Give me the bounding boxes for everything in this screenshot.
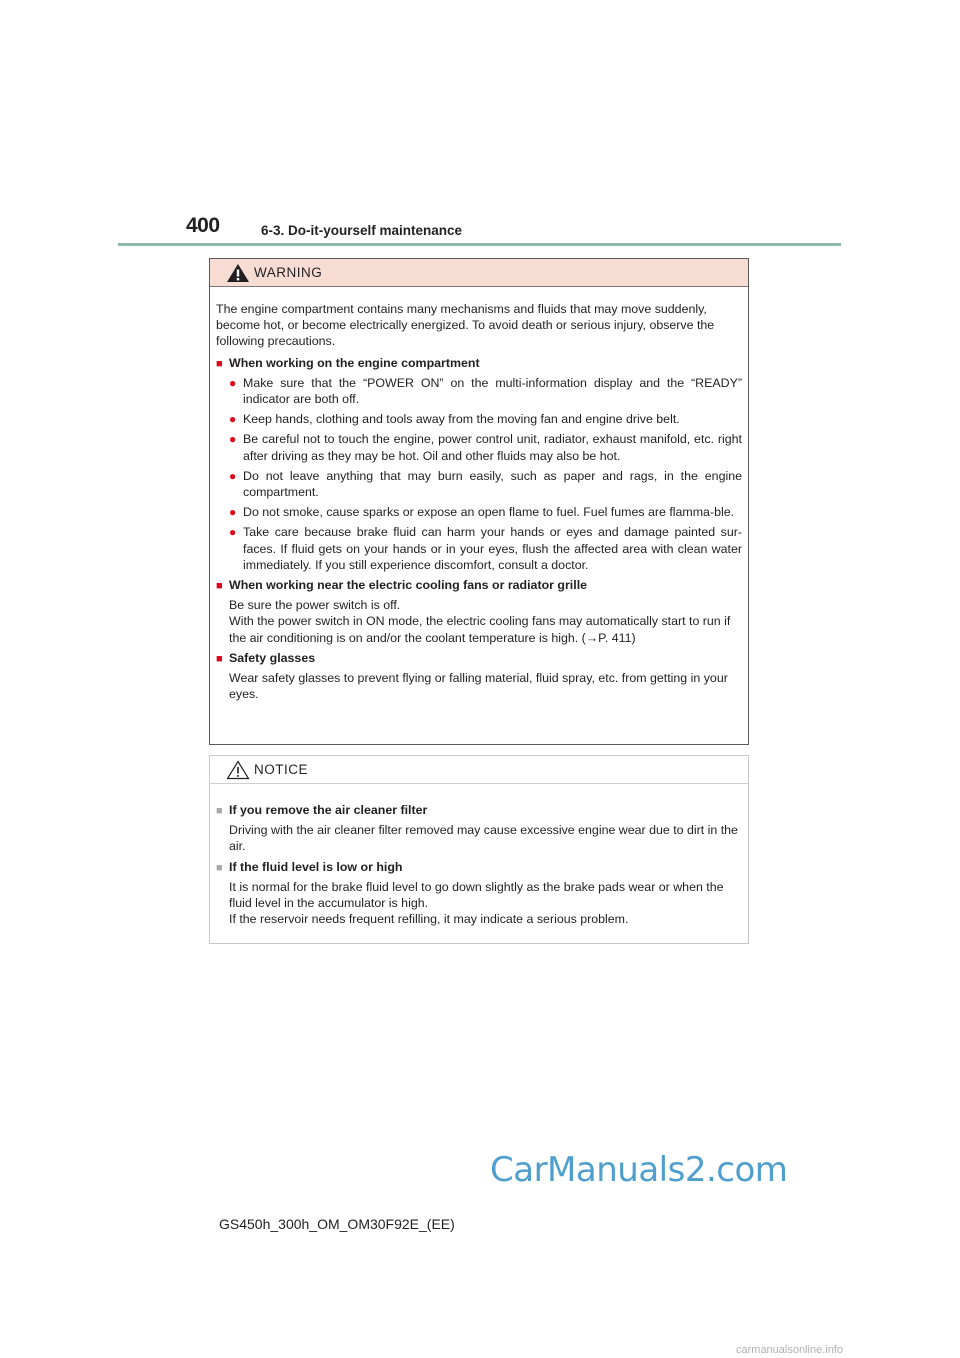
list-item-text: Be careful not to touch the engine, power control unit, radiator, exhaust manifold, etc. right after driving as they may be hot. Oil and other fluids may also be hot. <box>243 432 742 463</box>
section-heading <box>216 577 742 593</box>
section-title: 6-3. Do-it-yourself maintenance <box>261 223 463 238</box>
warning-header <box>210 259 748 287</box>
paragraph <box>216 879 742 928</box>
section-heading <box>216 802 742 818</box>
circle-bullet-icon: ● <box>229 468 237 483</box>
heading-text: When working on the engine compartment <box>229 355 480 370</box>
notice-triangle-icon <box>226 760 250 780</box>
warning-triangle-icon <box>226 263 250 283</box>
list-item <box>216 375 742 407</box>
paragraph <box>216 597 742 646</box>
paragraph-line: Be sure the power switch is off. <box>229 598 401 613</box>
watermark-logo: CarManuals2.com <box>490 1150 788 1190</box>
square-bullet-icon: ■ <box>216 861 223 874</box>
list-item <box>216 524 742 573</box>
list-item <box>216 504 742 520</box>
square-bullet-icon: ■ <box>216 580 223 593</box>
list-item-text: Do not leave anything that may burn easily, such as paper and rags, in the engine compartment. <box>243 468 742 500</box>
notice-box <box>209 755 749 944</box>
list-item-text: Keep hands, clothing and tools away from the moving fan and engine drive belt. <box>243 412 680 427</box>
section-heading <box>216 355 742 371</box>
footer-code: GS450h_300h_OM_OM30F92E_(EE) <box>219 1216 455 1232</box>
paragraph-line: With the power switch in ON mode, the electric cooling fans may automatically start to run if the air conditioning is on and/or the coolant temperature is high. (→P. 411) <box>229 614 731 645</box>
list-item <box>216 411 742 427</box>
list-item-text: Make sure that the “POWER ON” on the multi-information display and the “READY” indicator are both off. <box>243 375 742 407</box>
heading-text: Safety glasses <box>229 650 316 665</box>
square-bullet-icon: ■ <box>216 357 223 370</box>
list-item-text: Take care because brake fluid can harm your hands or eyes and damage painted sur-faces. If fluid gets on your hands or in your eyes, flush the affected area with clean water immediately. If you still experience discomfort, consult a doctor. <box>243 525 742 572</box>
heading-text: When working near the electric cooling fans or radiator grille <box>229 578 588 593</box>
square-bullet-icon: ■ <box>216 805 223 817</box>
notice-body <box>210 784 748 927</box>
list-item <box>216 468 742 500</box>
warning-body <box>210 287 748 702</box>
section-heading <box>216 650 742 666</box>
circle-bullet-icon: ● <box>229 375 237 390</box>
circle-bullet-icon: ● <box>229 525 237 540</box>
notice-header <box>210 756 748 784</box>
paragraph <box>216 670 742 702</box>
warning-box <box>209 258 749 745</box>
paragraph-line: If the reservoir needs frequent refilling, it may indicate a serious problem. <box>229 912 629 927</box>
paragraph-line: It is normal for the brake fluid level to go down slightly as the brake pads wear or when the fluid level in the accumulator is high. <box>229 879 724 911</box>
circle-bullet-icon: ● <box>229 432 237 447</box>
warning-label: WARNING <box>254 265 323 280</box>
section-heading <box>216 859 742 875</box>
heading-text: If the fluid level is low or high <box>229 859 403 874</box>
paragraph <box>216 822 742 854</box>
list-item <box>216 431 742 463</box>
header-rule <box>118 243 841 246</box>
warning-intro: The engine compartment contains many mechanisms and fluids that may move suddenly, become hot, or become electrically energized. To avoid death or serious injury, observe the following precautions. <box>216 302 715 349</box>
page-number: 400 <box>186 214 220 237</box>
watermark-footer: carmanualsonline.info <box>736 1344 844 1356</box>
list-item-text: Do not smoke, cause sparks or expose an open flame to fuel. Fuel fumes are flamma-ble. <box>243 505 735 520</box>
heading-text: If you remove the air cleaner filter <box>229 803 428 817</box>
paragraph-line: Driving with the air cleaner filter removed may cause excessive engine wear due to dirt in the air. <box>229 823 738 854</box>
circle-bullet-icon: ● <box>229 505 237 520</box>
circle-bullet-icon: ● <box>229 412 237 427</box>
square-bullet-icon: ■ <box>216 652 223 665</box>
notice-label: NOTICE <box>254 762 309 777</box>
paragraph-line: Wear safety glasses to prevent flying or falling material, fluid spray, etc. from getting in your eyes. <box>229 671 728 702</box>
